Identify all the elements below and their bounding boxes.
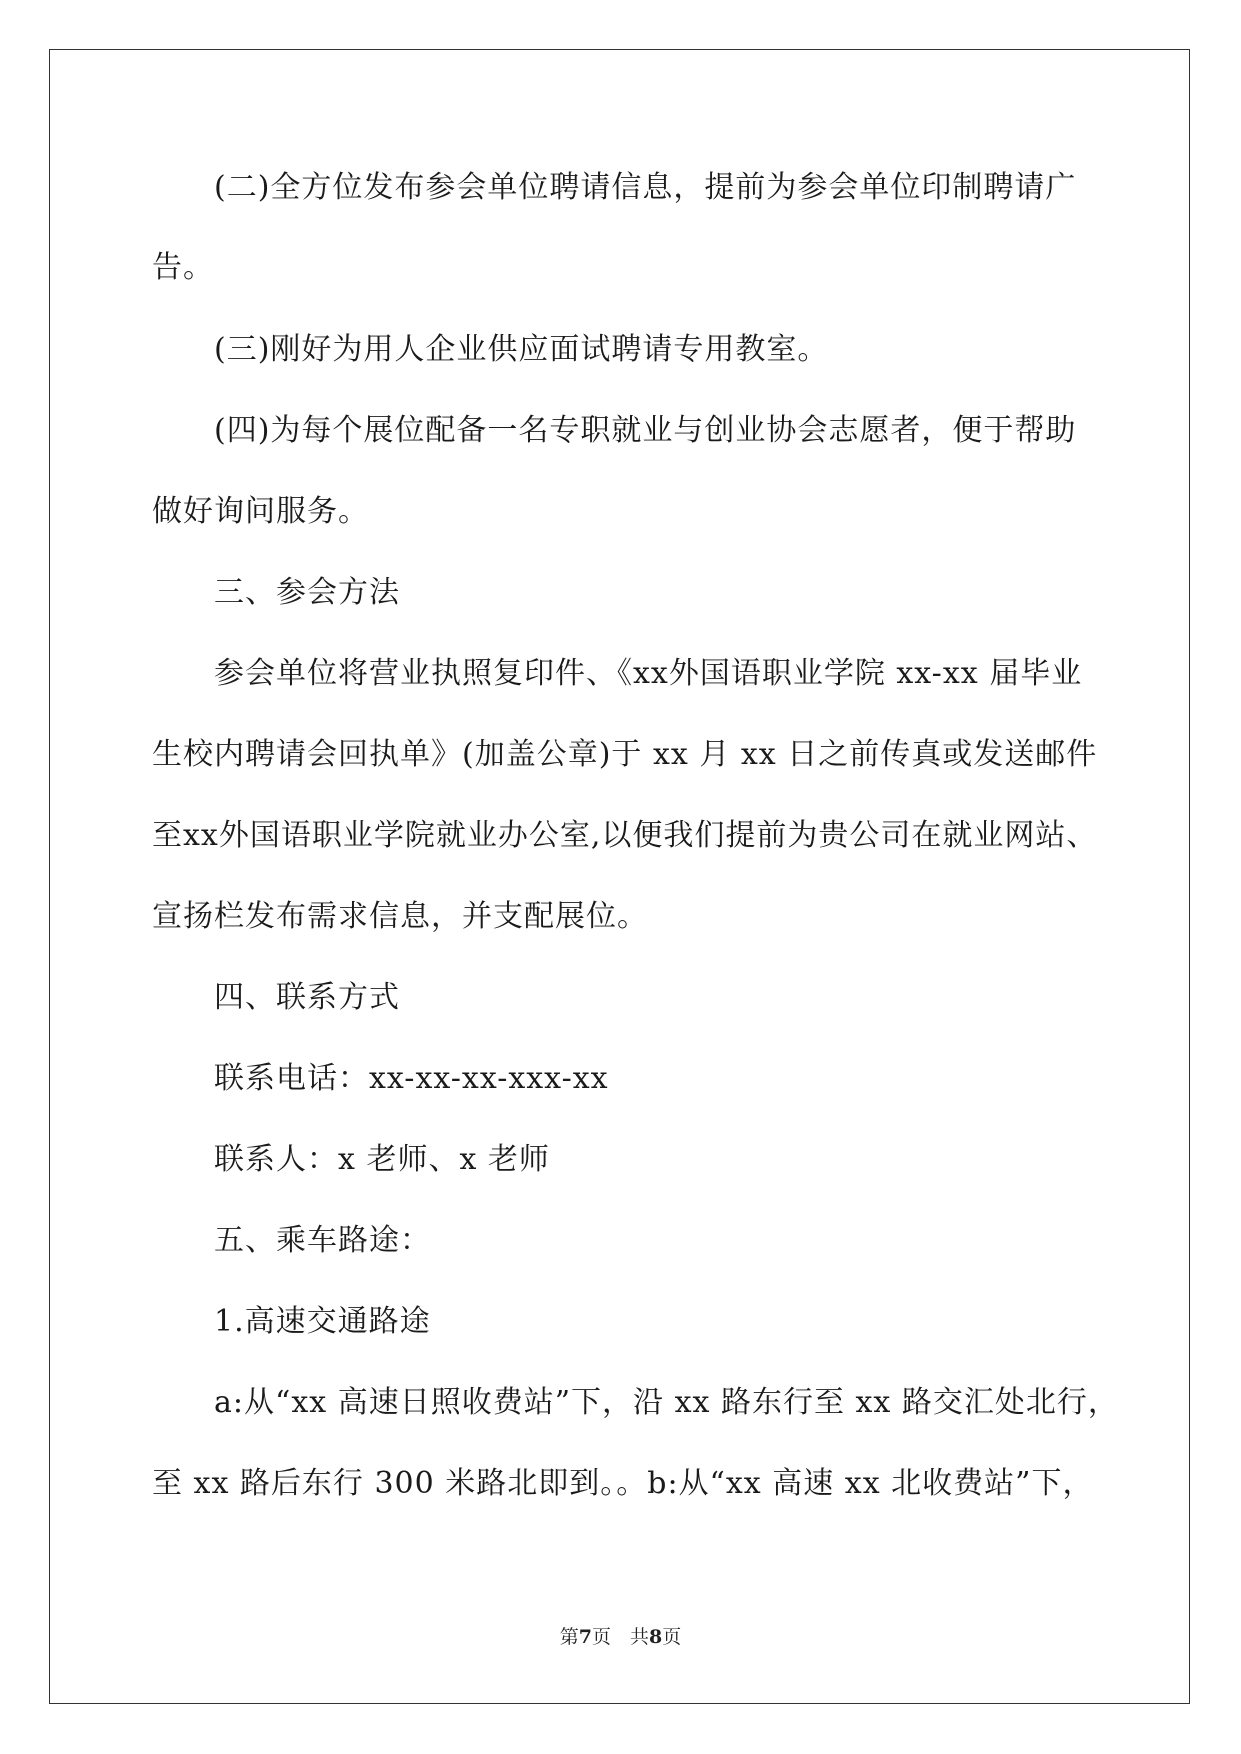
paragraph-line: (二)全方位发布参会单位聘请信息，提前为参会单位印制聘请广 — [214, 170, 1077, 205]
section-heading: 四、联系方式 — [214, 980, 400, 1015]
paragraph-line: 告。 — [152, 250, 214, 285]
total-page-number: 8 — [649, 1626, 663, 1648]
page-label-mid: 页 共 — [591, 1626, 649, 1648]
section-heading: 三、参会方法 — [214, 575, 400, 610]
page-footer — [0, 1624, 1241, 1650]
subsection-heading: 1.高速交通路途 — [214, 1304, 431, 1339]
paragraph-line: 做好询问服务。 — [152, 494, 369, 529]
paragraph-line: 参会单位将营业执照复印件、《xx外国语职业学院 xx-xx 届毕业 — [214, 656, 1083, 691]
paragraph-line: 至 xx 路后东行 300 米路北即到。。b:从“xx 高速 xx 北收费站”下， — [152, 1466, 1094, 1501]
paragraph-line: (三)刚好为用人企业供应面试聘请专用教室。 — [214, 332, 829, 367]
page-label-prefix: 第 — [559, 1626, 579, 1648]
contact-phone: 联系电话：xx-xx-xx-xxx-xx — [214, 1061, 609, 1096]
paragraph-line: a:从“xx 高速日照收费站”下，沿 xx 路东行至 xx 路交汇处北行， — [214, 1385, 1119, 1420]
section-heading: 五、乘车路途： — [214, 1223, 431, 1258]
contact-person: 联系人：x 老师、x 老师 — [214, 1142, 550, 1177]
page-border — [49, 49, 1190, 1704]
paragraph-line: 至xx外国语职业学院就业办公室,以便我们提前为贵公司在就业网站、 — [152, 818, 1098, 853]
paragraph-line: (四)为每个展位配备一名专职就业与创业协会志愿者，便于帮助 — [214, 413, 1077, 448]
paragraph-line: 生校内聘请会回执单》(加盖公章)于 xx 月 xx 日之前传真或发送邮件 — [152, 737, 1098, 772]
current-page-number: 7 — [578, 1626, 592, 1648]
paragraph-line: 宣扬栏发布需求信息，并支配展位。 — [152, 899, 648, 934]
page-label-suffix: 页 — [662, 1626, 682, 1648]
